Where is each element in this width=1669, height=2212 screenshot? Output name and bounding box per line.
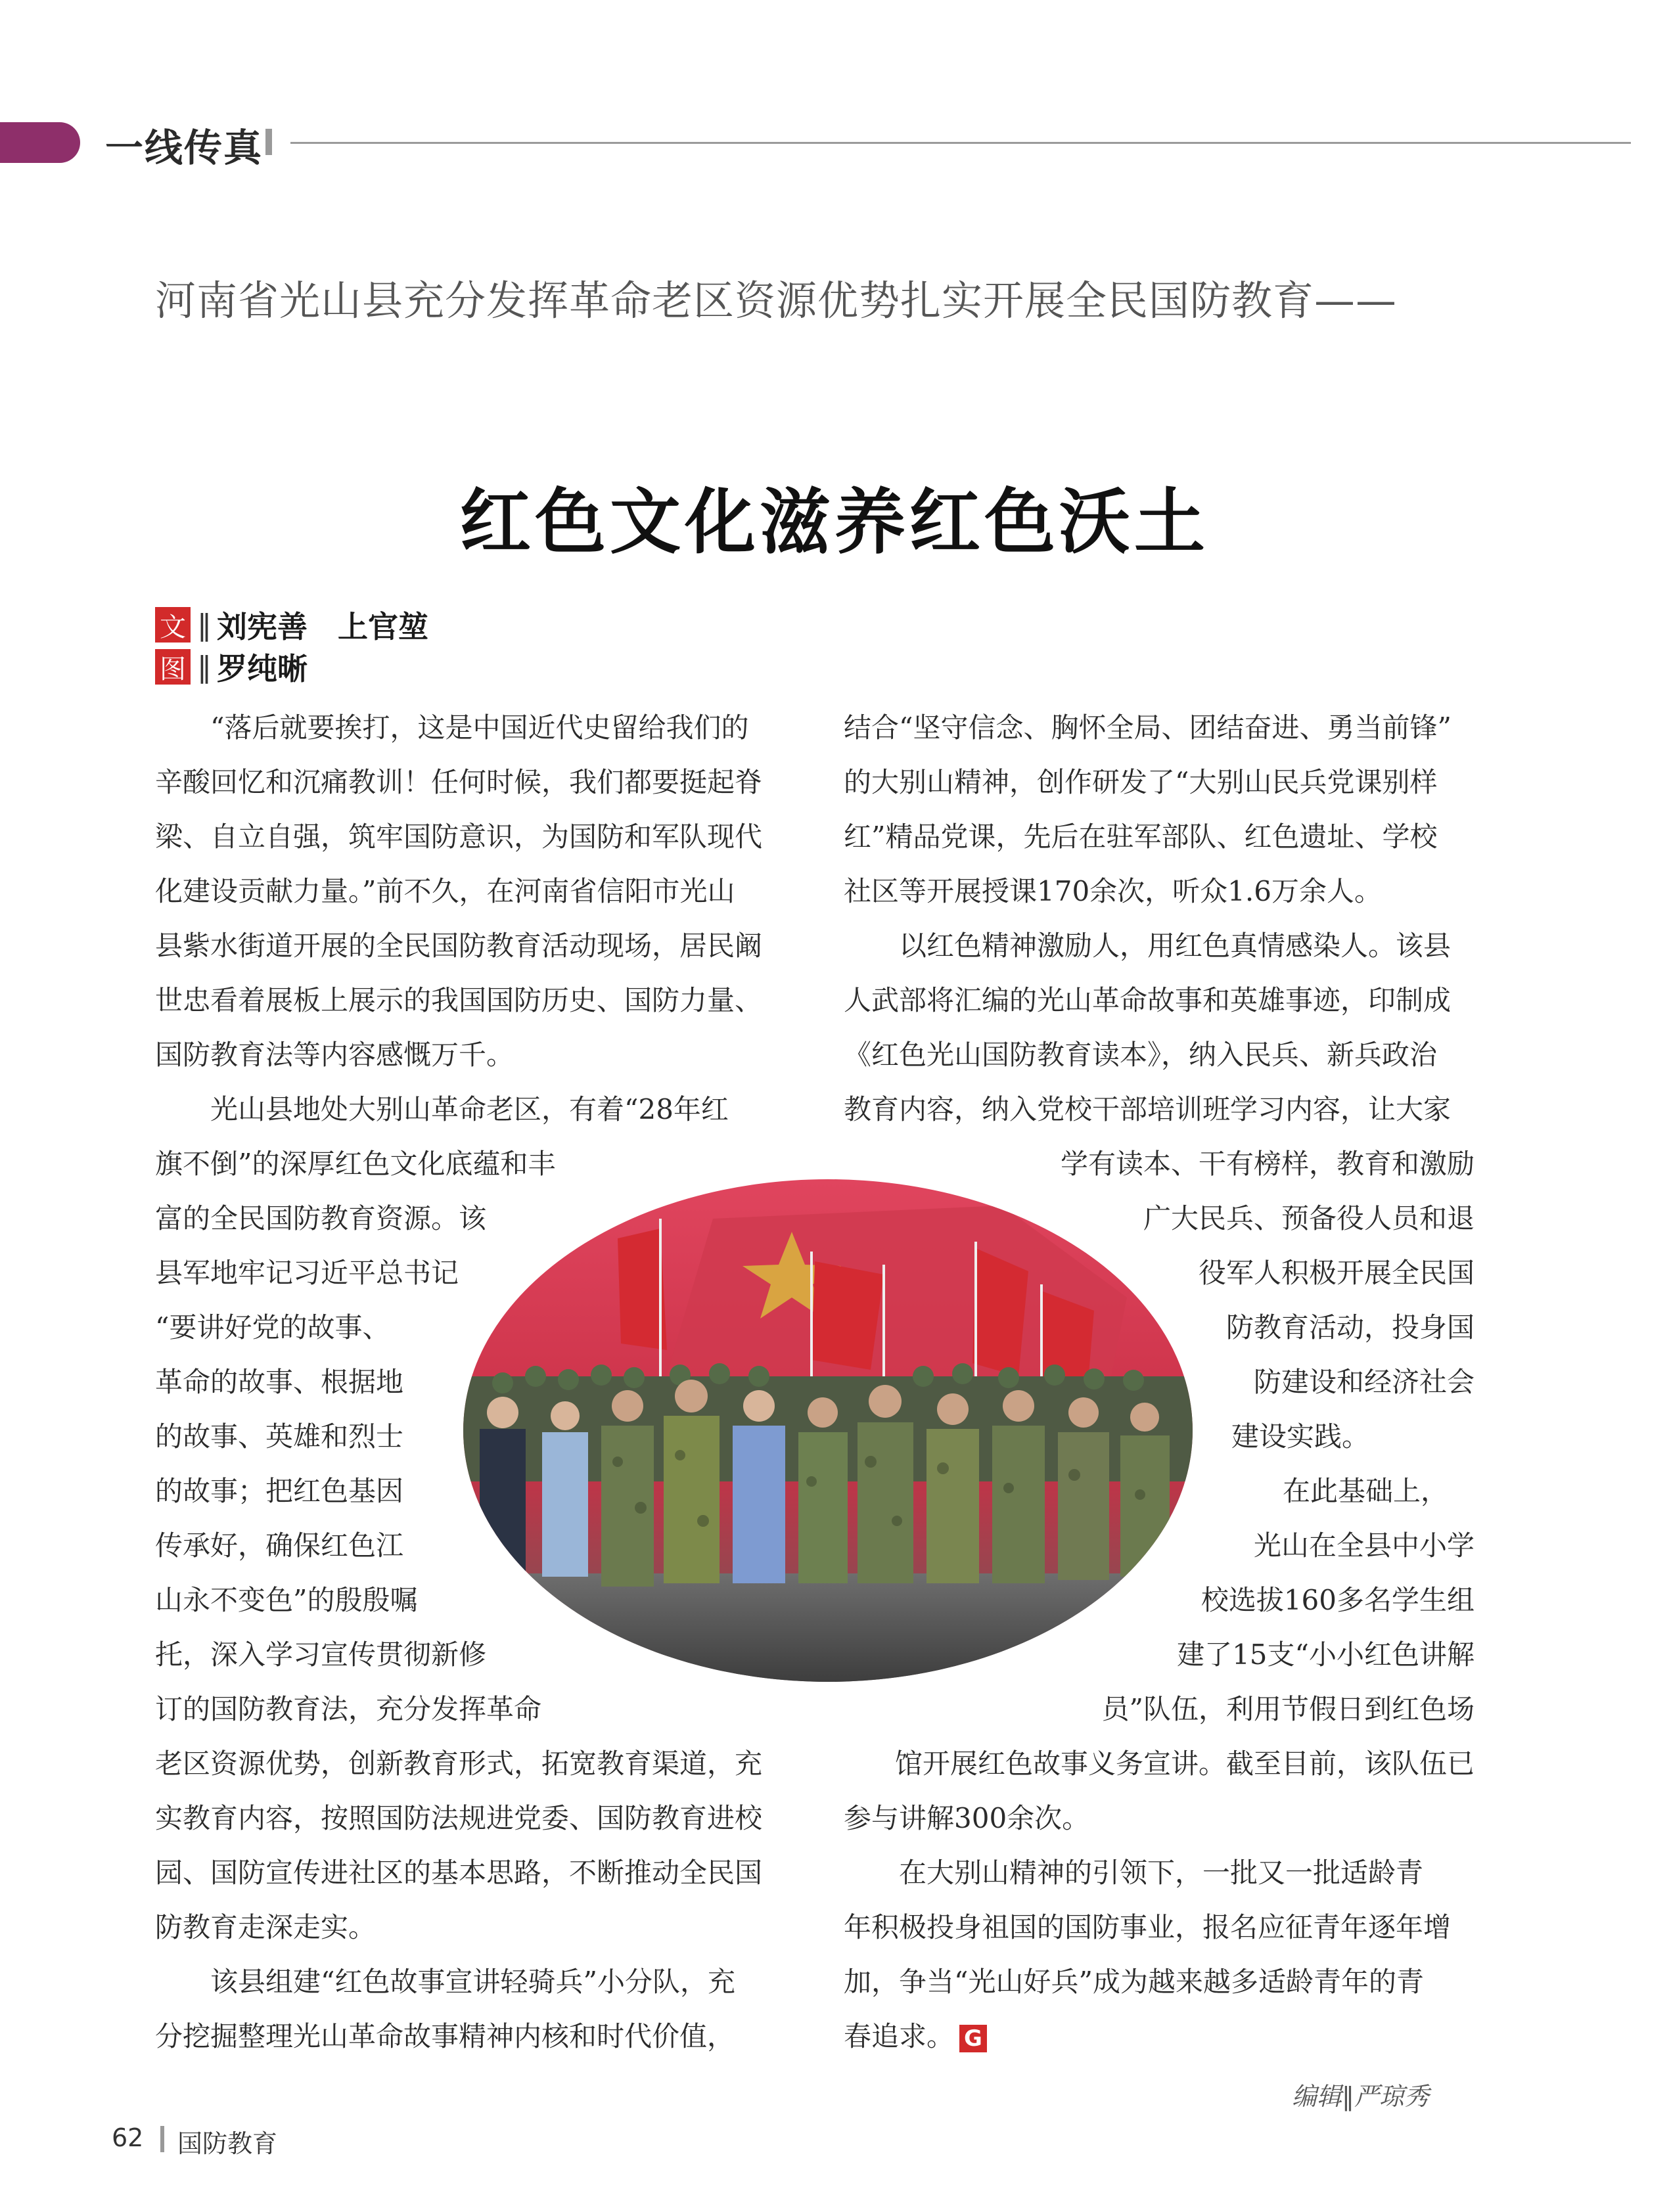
text-line: 在此基础上， [1282,1475,1448,1507]
credit-separator: ‖ [197,650,212,684]
text-line: “要讲好党的故事、 [155,1311,390,1343]
text-line: 结合“坚守信念、胸怀全局、团结奋进、勇当前锋” [844,711,1452,744]
article-title: 红色文化滋养红色沃土 [459,482,1209,564]
text-line: 分挖掘整理光山革命故事精神内核和时代价值， [155,2020,735,2052]
text-line: 年积极投身祖国的国防事业，报名应征青年逐年增 [844,1911,1452,1943]
text-line: 役军人积极开展全民国 [1198,1257,1475,1289]
text-line: 参与讲解300余次。 [844,1802,1090,1834]
text-line: 红”精品党课，先后在驻军部队、红色遗址、学校 [844,821,1438,853]
text-line: 梁、自立自强，筑牢国防意识，为国防和军队现代 [155,821,763,853]
text-line: 光山县地处大别山革命老区，有着“28年红 [210,1093,729,1125]
group-photo-illustration [463,1179,1193,1682]
photo-credit [155,649,308,685]
text-line: 园、国防宣传进社区的基本思路，不断推动全民国 [155,1857,763,1889]
text-line: 旗不倒”的深厚红色文化底蕴和丰 [155,1148,556,1180]
text-line: 的故事、英雄和烈士 [155,1420,404,1453]
text-line: 化建设贡献力量。”前不久，在河南省信阳市光山 [155,875,735,907]
text-line: 县军地牢记习近平总书记 [155,1257,459,1289]
text-line: 辛酸回忆和沉痛教训！任何时候，我们都要挺起脊 [155,766,763,798]
text-line: 老区资源优势，创新教育形式，拓宽教育渠道，充 [155,1748,763,1780]
text-line: 防教育活动，投身国 [1225,1311,1475,1343]
end-mark-icon: G [959,2025,987,2052]
editor-credit: 编辑‖严琼秀 [1292,2082,1430,2111]
text-line: 教育内容，纳入党校干部培训班学习内容，让大家 [844,1093,1452,1125]
text-line: 的大别山精神，创作研发了“大别山民兵党课别样 [844,766,1438,798]
text-line: 广大民兵、预备役人员和退 [1143,1202,1475,1234]
text-line: 建设实践。 [1231,1420,1370,1453]
text-line: 的故事；把红色基因 [155,1475,404,1507]
text-line: 防教育走深走实。 [155,1911,377,1943]
text-line: 托，深入学习宣传贯彻新修 [155,1638,487,1671]
text-line: 人武部将汇编的光山革命故事和英雄事迹，印制成 [844,984,1452,1016]
text-line: 建了15支“小小红色讲解 [1177,1638,1475,1671]
text-line: 世忠看着展板上展示的我国国防历史、国防力量、 [155,984,763,1016]
text-line: 国防教育法等内容感慨万千。 [155,1039,514,1071]
page-number: 62 [112,2123,144,2152]
text-line: 传承好，确保红色江 [155,1529,404,1562]
text-line: 社区等开展授课170余次，听众1.6万余人。 [844,875,1382,907]
photo-credit-tag: 图 [155,649,191,685]
text-line [844,2009,1475,2064]
text-credit [155,607,428,643]
article-photo [463,1179,1193,1682]
text-line: 员”队伍，利用节假日到红色场 [1101,1693,1475,1725]
text-line: 以红色精神激励人，用红色真情感染人。该县 [899,930,1452,962]
text-line: 山永不变色”的殷殷嘱 [155,1584,418,1616]
text-line: “落后就要挨打，这是中国近代史留给我们的 [210,711,749,744]
header-rule [290,142,1631,144]
text-credit-tag: 文 [155,607,191,643]
magazine-name: 国防教育 [177,2129,278,2158]
text-line: 《红色光山国防教育读本》，纳入民兵、新兵政治 [844,1039,1438,1071]
text-line: 光山在全县中小学 [1253,1529,1475,1562]
text-line: 防建设和经济社会 [1253,1366,1475,1398]
credit-separator: ‖ [197,608,212,642]
section-separator [265,129,272,155]
text-line: 加，争当“光山好兵”成为越来越多适龄青年的青 [844,1966,1424,1998]
text-line: 该县组建“红色故事宣讲轻骑兵”小分队，充 [210,1966,735,1998]
section-title: 一线传真 [105,125,263,170]
text-line-end: 春追求。 [844,2020,955,2052]
text-line: 校选拔160多名学生组 [1200,1584,1475,1616]
text-line: 学有读本、干有榜样，教育和激励 [1060,1148,1475,1180]
text-line: 县紫水街道开展的全民国防教育活动现场，居民阚 [155,930,763,962]
text-authors: 刘宪善 上官堃 [217,609,428,644]
text-line: 革命的故事、根据地 [155,1366,404,1398]
text-line: 富的全民国防教育资源。该 [155,1202,487,1234]
text-line: 在大别山精神的引领下，一批又一批适龄青 [899,1857,1424,1889]
section-accent-bar [0,122,80,163]
footer-separator [160,2126,164,2152]
text-line: 订的国防教育法，充分发挥革命 [155,1693,542,1725]
article-subtitle: 河南省光山县充分发挥革命老区资源优势扎实开展全民国防教育—— [155,277,1398,325]
text-line: 实教育内容，按照国防法规进党委、国防教育进校 [155,1802,763,1834]
photo-author: 罗纯晰 [217,651,308,687]
text-line: 馆开展红色故事义务宣讲。截至目前，该队伍已 [894,1748,1475,1780]
